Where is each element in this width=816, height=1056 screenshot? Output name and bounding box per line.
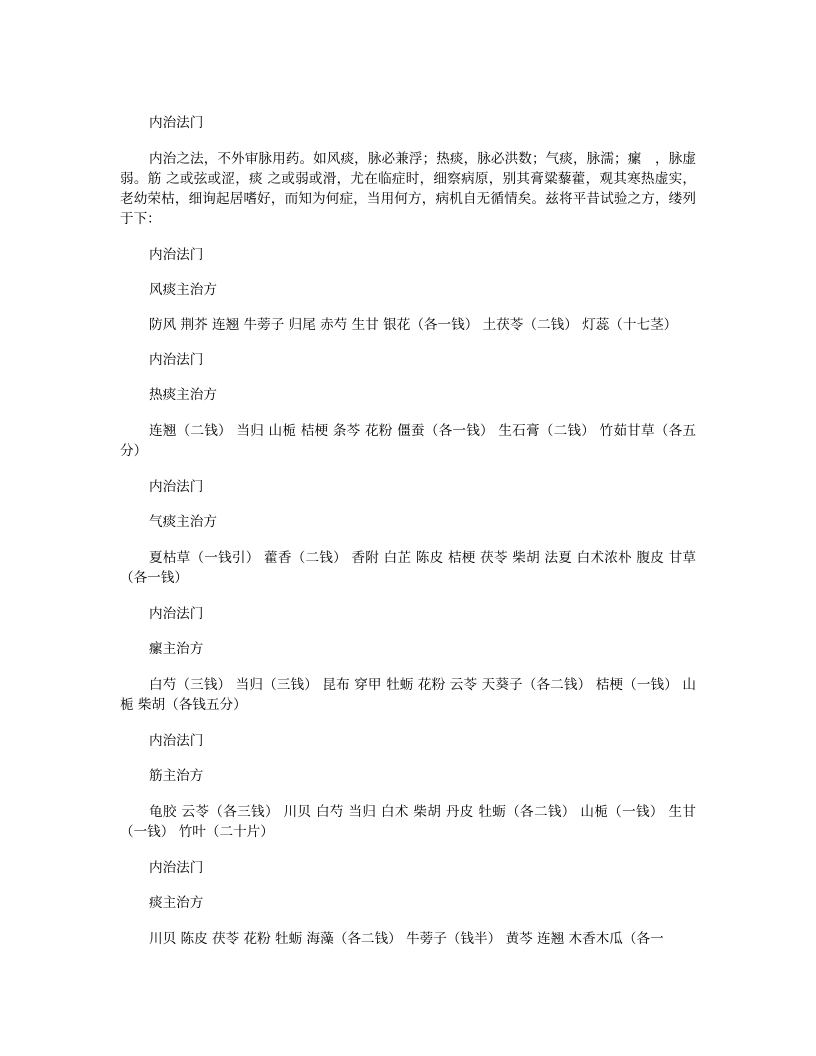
formula-title: 热痰主治方 <box>149 387 217 403</box>
formula-title: 气痰主治方 <box>149 514 217 530</box>
formula-title: 痰主治方 <box>149 895 204 911</box>
formula-ingredients: 连翘（二钱） 当归 山栀 桔梗 条芩 花粉 僵蚕（各一钱） 生石膏（二钱） 竹茹甘草（各五分） <box>120 423 696 459</box>
intro-paragraph: 内治之法，不外审脉用药。如风痰，脉必兼浮；热痰，脉必洪数；气痰，脉濡；瘰 ，脉虚弱。筋 之或弦或涩，痰 之或弱或滑，尤在临症时，细察病原，别其膏粱藜藿，观其寒热虚实，老幼荣枯，细询起居嗜好，而知为何症，当用何方，病机自无循情矣。兹将平昔试验之方，缕列于下： <box>120 151 696 227</box>
formula-ingredients: 防风 荆芥 连翘 牛蒡子 归尾 赤芍 生甘 银花（各一钱） 土茯苓（二钱） 灯蕊（十七茎） <box>149 317 678 333</box>
section-heading: 内治法门 <box>149 860 204 876</box>
formula-ingredients: 龟胶 云苓（各三钱） 川贝 白芍 当归 白术 柴胡 丹皮 牡蛎（各二钱） 山栀（一钱） 生甘（一钱） 竹叶（二十片） <box>120 804 696 840</box>
section-heading: 内治法门 <box>149 606 204 622</box>
formula-title: 筋主治方 <box>149 768 204 784</box>
document-page <box>120 113 696 949</box>
formula-ingredients: 白芍（三钱） 当归（三钱） 昆布 穿甲 牡蛎 花粉 云苓 天葵子（各二钱） 桔梗（一钱） 山栀 柴胡（各钱五分） <box>120 677 696 713</box>
section-heading: 内治法门 <box>149 247 204 263</box>
section-heading: 内治法门 <box>149 479 204 495</box>
section-heading: 内治法门 <box>149 352 204 368</box>
formula-title: 风痰主治方 <box>149 282 217 298</box>
formula-ingredients: 川贝 陈皮 茯苓 花粉 牡蛎 海藻（各二钱） 牛蒡子（钱半） 黄芩 连翘 木香木瓜（各一 <box>149 931 664 947</box>
section-heading: 内治法门 <box>149 115 204 131</box>
section-heading: 内治法门 <box>149 733 204 749</box>
formula-ingredients: 夏枯草（一钱引） 藿香（二钱） 香附 白芷 陈皮 桔梗 茯苓 柴胡 法夏 白术浓朴 腹皮 甘草（各一钱） <box>120 550 696 586</box>
formula-title: 瘰主治方 <box>149 641 204 657</box>
